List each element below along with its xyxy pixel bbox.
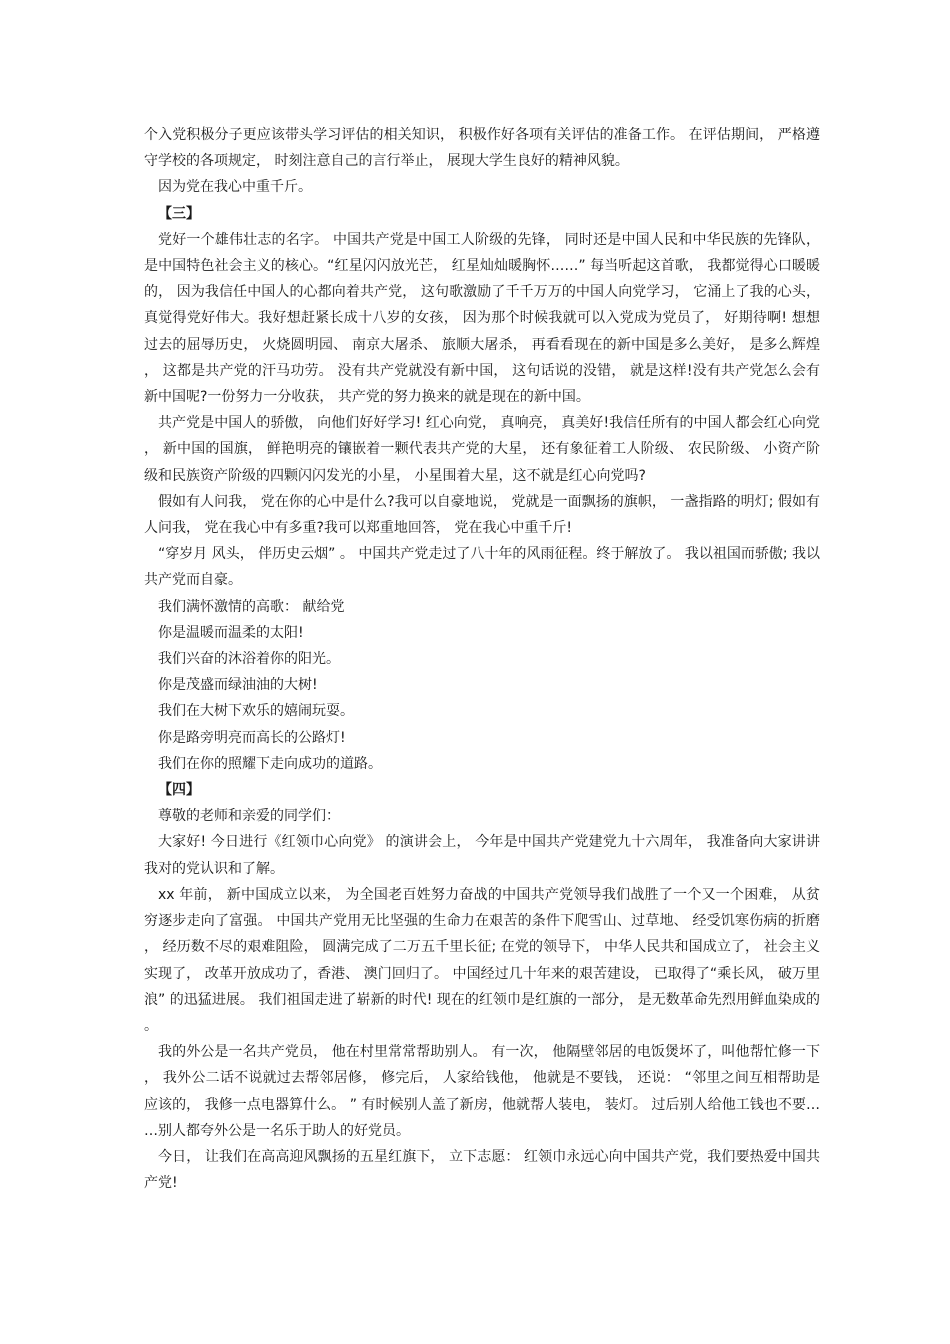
paragraph: 今日， 让我们在高高迎风飘扬的五星红旗下， 立下志愿： 红领巾永远心向中国共产党，我们要热爱中国共产党! [144, 1148, 820, 1192]
poem-line: 我们满怀激情的高歌： 献给党 [158, 598, 345, 615]
poem-line: 你是路旁明亮而高长的公路灯! [158, 729, 346, 746]
poem-line: 我们兴奋的沐浴着你的阳光。 [158, 651, 340, 668]
paragraph: 我的外公是一名共产党员， 他在村里常常帮助别人。 有一次， 他隔壁邻居的电饭煲坏了，叫他帮忙修一下， 我外公二话不说就过去帮邻居修， 修完后， 人家给钱他， 他就是不要钱， 还说： “邻里之间互相帮助是应该的， 我修一点电器算什么。 ” 有时候别人盖了新房，他就帮人装电， 装灯。 过后别人给他工钱也不要……别人都夸外公是一名乐于助人的好党员。 [144, 1044, 820, 1139]
section-heading: 【四】 [158, 782, 200, 799]
poem-line: 我们在大树下欢乐的嬉闹玩耍。 [158, 703, 354, 720]
poem-line: 你是温暖而温柔的太阳! [158, 624, 304, 641]
paragraph: 个入党积极分子更应该带头学习评估的相关知识， 积极作好各项有关评估的准备工作。 在评估期间， 严格遵守学校的各项规定， 时刻注意自己的言行举止， 展现大学生良好的精神风貌。 [144, 127, 820, 170]
poem-line: 你是茂盛而绿油油的大树! [158, 677, 318, 694]
section-heading: 【三】 [158, 205, 200, 222]
paragraph: 因为党在我心中重千斤。 [158, 179, 312, 196]
paragraph: “穿岁月 风头， 伴历史云烟” 。 中国共产党走过了八十年的风雨征程。终于解放了。 我以祖国而骄傲; 我以共产党而自豪。 [144, 546, 820, 589]
paragraph: 假如有人问我， 党在你的心中是什么?我可以自豪地说， 党就是一面飘扬的旗帜， 一盏指路的明灯; 假如有人问我， 党在我心中有多重?我可以郑重地回答， 党在我心中重千斤! [144, 493, 820, 537]
paragraph: 共产党是中国人的骄傲， 向他们好好学习! 红心向党， 真响亮， 真美好!我信任所有的中国人都会红心向党， 新中国的国旗， 鲜艳明亮的镶嵌着一颗代表共产党的大星， 还有象征着工人阶级、 农民阶级、 小资产阶级和民族资产阶级的四颗闪闪发光的小星， 小星围着大星，这不就是红心向党吗? [144, 415, 820, 484]
paragraph: xx 年前， 新中国成立以来， 为全国老百姓努力奋战的中国共产党领导我们战胜了一个又一个困难， 从贫穷逐步走向了富强。 中国共产党用无比坚强的生命力在艰苦的条件下爬雪山、过草地、 经受饥寒伤病的折磨， 经历数不尽的艰难阻险， 圆满完成了二万五千里长征; 在党的领导下， 中华人民共和国成立了， 社会主义实现了， 改革开放成功了，香港、 澳门回归了。 中国经过几十年来的艰苦建设， 已取得了“乘长风， 破万里浪” 的迅猛进展。 我们祖国走进了崭新的时代! 现在的红领巾是红旗的一部分， 是无数革命先烈用鲜血染成的。 [144, 886, 820, 1034]
poem-line: 我们在你的照耀下走向成功的道路。 [158, 755, 382, 772]
paragraph: 大家好! 今日进行《红领巾心向党》 的演讲会上， 今年是中国共产党建党九十六周年， 我准备向大家讲讲我对的党认识和了解。 [144, 834, 820, 877]
paragraph: 党好一个雄伟壮志的名字。 中国共产党是中国工人阶级的先锋， 同时还是中国人民和中华民族的先锋队， 是中国特色社会主义的核心。“红星闪闪放光芒， 红星灿灿暖胸怀……” 每当听起这首歌， 我都觉得心口暖暖的， 因为我信任中国人的心都向着共产党， 这句歌激励了千千万万的中国人向党学习， 它涌上了我的心头， 真觉得党好伟大。我好想赶紧长成十八岁的女孩， 因为那个时候我就可以入党成为党员了， 好期待啊! 想想过去的屈辱历史， 火烧圆明园、 南京大屠杀、 旅顺大屠杀， 再看看现在的新中国是多么美好， 是多么辉煌， 这都是共产党的汗马功劳。 没有共产党就没有新中国， 这句话说的没错， 就是这样!没有共产党怎么会有新中国呢?一份努力一分收获， 共产党的努力换来的就是现在的新中国。 [144, 231, 820, 406]
document-body [144, 122, 820, 1196]
salutation: 尊敬的老师和亲爱的同学们： [158, 808, 340, 825]
